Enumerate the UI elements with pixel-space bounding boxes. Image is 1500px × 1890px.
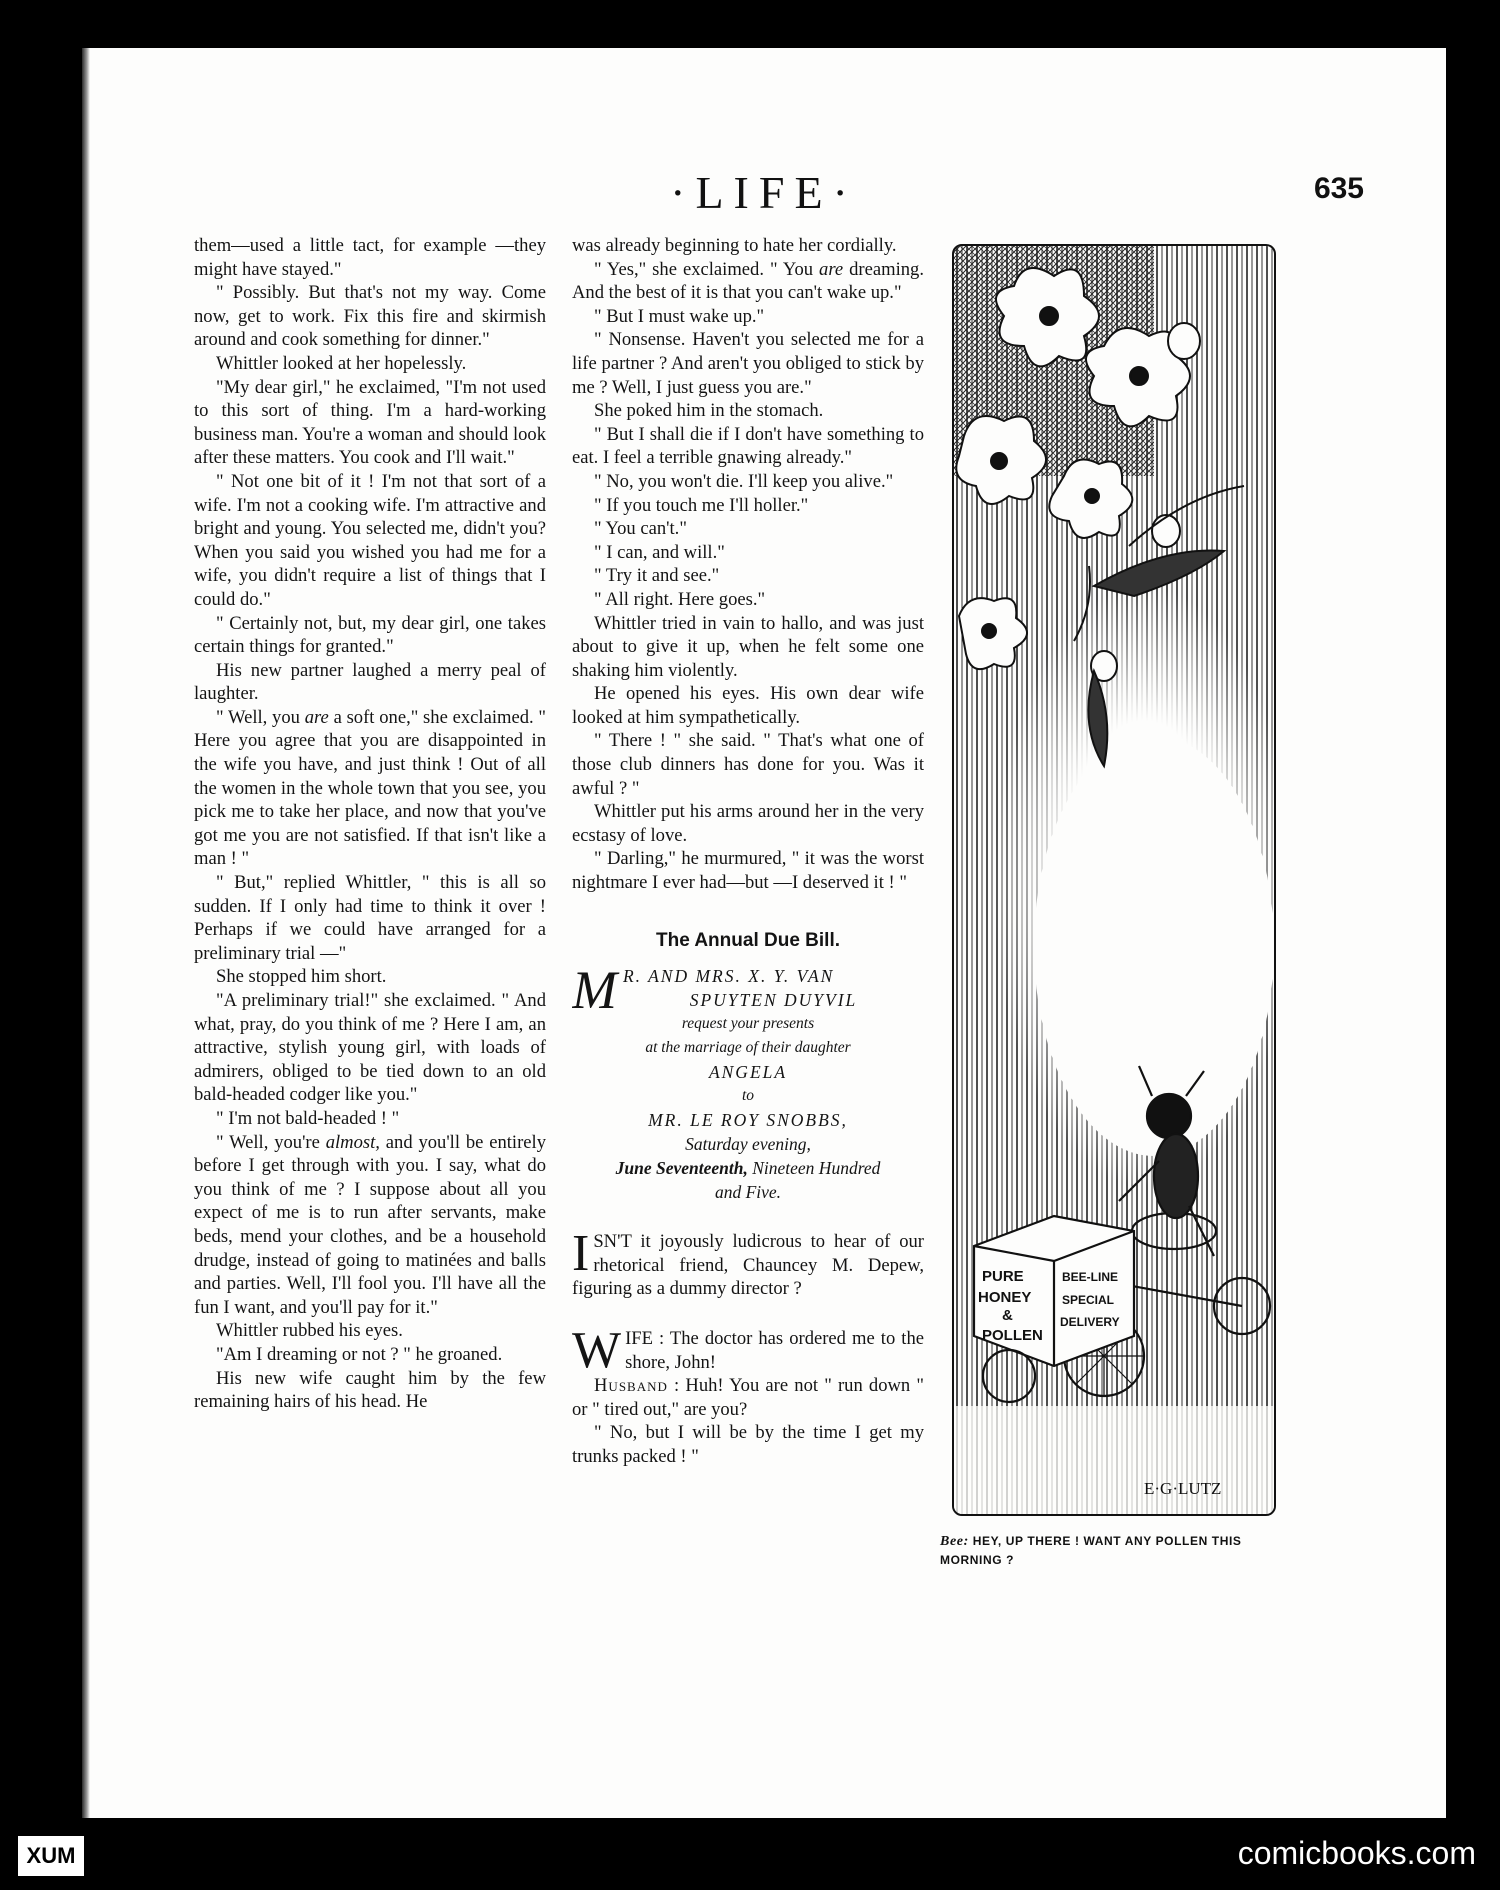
paragraph: Whittler rubbed his eyes. bbox=[216, 1320, 403, 1342]
paragraph: Whittler looked at her hopelessly. bbox=[216, 352, 467, 374]
due-bill-line-9 bbox=[572, 1156, 924, 1180]
paragraph: "A preliminary trial!" she exclaimed. " And what, pray, do you think of me ? Here I am, an attractive, stylish young girl, with loads of admirers, obliged to be tied down to an old bald-headed codger like you." bbox=[194, 990, 546, 1106]
due-bill-line-4: at the marriage of their daughter bbox=[645, 1039, 851, 1057]
illustration-caption bbox=[940, 1532, 1280, 1569]
due-bill-line-3: request your presents bbox=[681, 1015, 815, 1033]
due-bill-year: Nineteen Hundred bbox=[747, 1158, 881, 1179]
paragraph: Whittler put his arms around her in the very ecstasy of love. bbox=[572, 801, 924, 846]
due-bill-line-1: R. AND MRS. X. Y. VAN bbox=[622, 966, 835, 987]
box-label-delivery: DELIVERY bbox=[1060, 1315, 1120, 1329]
paragraph: His new wife caught him by the few remaining hairs of his head. He bbox=[194, 1367, 546, 1413]
story-column-1 bbox=[194, 234, 546, 1414]
depew-paragraph bbox=[572, 1225, 924, 1301]
wife-reply-line: " No, but I will be by the time I get my trunks packed ! " bbox=[572, 1422, 924, 1467]
paragraph: " But I shall die if I don't have something to eat. I feel a terrible gnawing already." bbox=[572, 423, 924, 469]
husband-label: Husband bbox=[594, 1375, 668, 1397]
paragraph: She stopped him short. bbox=[216, 966, 387, 988]
wife-dialog bbox=[572, 1322, 924, 1469]
box-label-pure: PURE bbox=[982, 1268, 1024, 1285]
paragraph: " Well, you are a soft one," she exclaimed. " Here you agree that you are disappointed in the wife you have, and just think ! Out of all the women in the whole town that you see, you pick me to take her place, and now that you've got me you are not satisfied. If that isn't like a man ! " bbox=[194, 706, 546, 870]
paragraph: " But I must wake up." bbox=[594, 305, 765, 327]
watermark-right: comicbooks.com bbox=[1237, 1835, 1476, 1871]
paragraph: " No, you won't die. I'll keep you alive." bbox=[594, 470, 894, 492]
story-column-2 bbox=[572, 234, 924, 1469]
paragraph: " I can, and will." bbox=[594, 541, 725, 563]
paragraph: " There ! " she said. " That's what one of those club dinners has done for you. Was it awful ? " bbox=[572, 730, 924, 799]
caption-speaker: Bee: bbox=[940, 1534, 969, 1549]
box-label-and: & bbox=[1002, 1307, 1013, 1324]
story-column-2-body bbox=[572, 234, 924, 895]
paragraph: " Not one bit of it ! I'm not that sort of a wife. I'm not a cooking wife. I'm attractive and bright and young. You selected me, didn't you? When you said you wished you had me for a wife, you didn't require a list of things that I could do." bbox=[194, 470, 546, 610]
box-label-honey: HONEY bbox=[978, 1289, 1032, 1306]
husband-text: : Huh! You are not " run down " or " tired out," are you? bbox=[572, 1375, 924, 1420]
box-label-beeline: BEE-LINE bbox=[1062, 1270, 1119, 1284]
due-bill-title: The Annual Due Bill. bbox=[655, 929, 841, 951]
paragraph: " If you touch me I'll holler." bbox=[594, 494, 809, 516]
depew-text: SN'T it joyously ludicrous to hear of our rhetorical friend, Chauncey M. Depew, figuring as a dummy director ? bbox=[572, 1231, 924, 1300]
box-label-special: SPECIAL bbox=[1062, 1293, 1115, 1307]
paragraph: " Darling," he murmured, " it was the worst nightmare I ever had—but —I deserved it ! " bbox=[572, 848, 924, 894]
paragraph: was already beginning to hate her cordially. bbox=[572, 235, 897, 256]
paragraph: Whittler tried in vain to hallo, and was just about to give it up, when he felt some one shaking him violently. bbox=[572, 612, 924, 681]
box-label-pollen: POLLEN bbox=[982, 1327, 1043, 1344]
paragraph: She poked him in the stomach. bbox=[594, 400, 824, 422]
due-bill-line-8: Saturday evening, bbox=[685, 1134, 811, 1155]
bee-illustration bbox=[952, 244, 1276, 1516]
magazine-page bbox=[82, 48, 1446, 1818]
paragraph: "My dear girl," he exclaimed, "I'm not used to this sort of thing. I'm a hard-working business man. You're a woman and should look after these matters. You cook and I'll wait." bbox=[194, 376, 546, 469]
paragraph: " Well, you're almost, and you'll be entirely before I get through with you. I say, what do you think of me ? I suppose about all you expect of me is to run after servants, make beds, mend your clothes, and be a household drudge, instead of going to matinées and balls and parties. Well, I'll fool you. I'll have all the fun I want, and you'll pay for it." bbox=[194, 1131, 546, 1318]
paragraph: " Possibly. But that's not my way. Come now, get to work. Fix this fire and skirmish around and cook something for dinner." bbox=[194, 282, 546, 351]
due-bill-line-10: and Five. bbox=[714, 1182, 782, 1203]
due-bill-line-2: SPUYTEN DUYVIL bbox=[689, 990, 858, 1011]
paragraph: " Certainly not, but, my dear girl, one takes certain things for granted." bbox=[194, 612, 546, 658]
artist-signature: E·G·LUTZ bbox=[1144, 1479, 1222, 1498]
due-bill-line-5: ANGELA bbox=[708, 1062, 788, 1083]
wife-dropcap: W bbox=[572, 1322, 622, 1379]
depew-dropcap: I bbox=[572, 1225, 590, 1283]
paragraph: " All right. Here goes." bbox=[594, 588, 766, 610]
paragraph: " You can't." bbox=[594, 518, 687, 540]
ground-area bbox=[954, 1406, 1274, 1514]
paragraph: " Yes," she exclaimed. " You are dreaming. And the best of it is that you can't wake up." bbox=[572, 258, 924, 304]
due-bill-invitation bbox=[572, 964, 924, 1204]
paragraph: His new partner laughed a merry peal of laughter. bbox=[194, 659, 546, 705]
binding-gutter bbox=[82, 48, 90, 1818]
wife-line: IFE : The doctor has ordered me to the shore, John! bbox=[625, 1328, 924, 1373]
paragraph: "Am I dreaming or not ? " he groaned. bbox=[216, 1343, 503, 1365]
paragraph: them—used a little tact, for example —they might have stayed." bbox=[194, 235, 546, 280]
due-bill-dropcap: M bbox=[572, 964, 617, 1013]
paragraph: " I'm not bald-headed ! " bbox=[216, 1107, 400, 1129]
watermark-left: XUM bbox=[18, 1836, 84, 1876]
husband-line bbox=[572, 1374, 924, 1421]
paragraph: " But," replied Whittler, " this is all so sudden. If I only had time to think it over ! Perhaps if we could have arranged for a preliminary trial —" bbox=[194, 872, 546, 964]
due-bill-line-6: to bbox=[741, 1087, 755, 1105]
paragraph: " Nonsense. Haven't you selected me for a life partner ? And aren't you obliged to stick by me ? Well, I just guess you are." bbox=[572, 329, 924, 398]
caption-text: HEY, UP THERE ! WANT ANY POLLEN THIS MORNING ? bbox=[940, 1534, 1242, 1567]
paragraph: He opened his eyes. His own dear wife looked at him sympathetically. bbox=[572, 683, 924, 728]
page-number: 635 bbox=[1313, 172, 1364, 205]
cloud-core bbox=[1034, 736, 1274, 1156]
due-bill-date: June Seventeenth, bbox=[615, 1158, 748, 1179]
due-bill-line-7: MR. LE ROY SNOBBS, bbox=[648, 1110, 848, 1131]
page-header-title: ·LIFE· bbox=[670, 167, 858, 218]
paragraph: " Try it and see." bbox=[594, 565, 720, 587]
bee-illustration-drawing bbox=[954, 246, 1274, 1514]
